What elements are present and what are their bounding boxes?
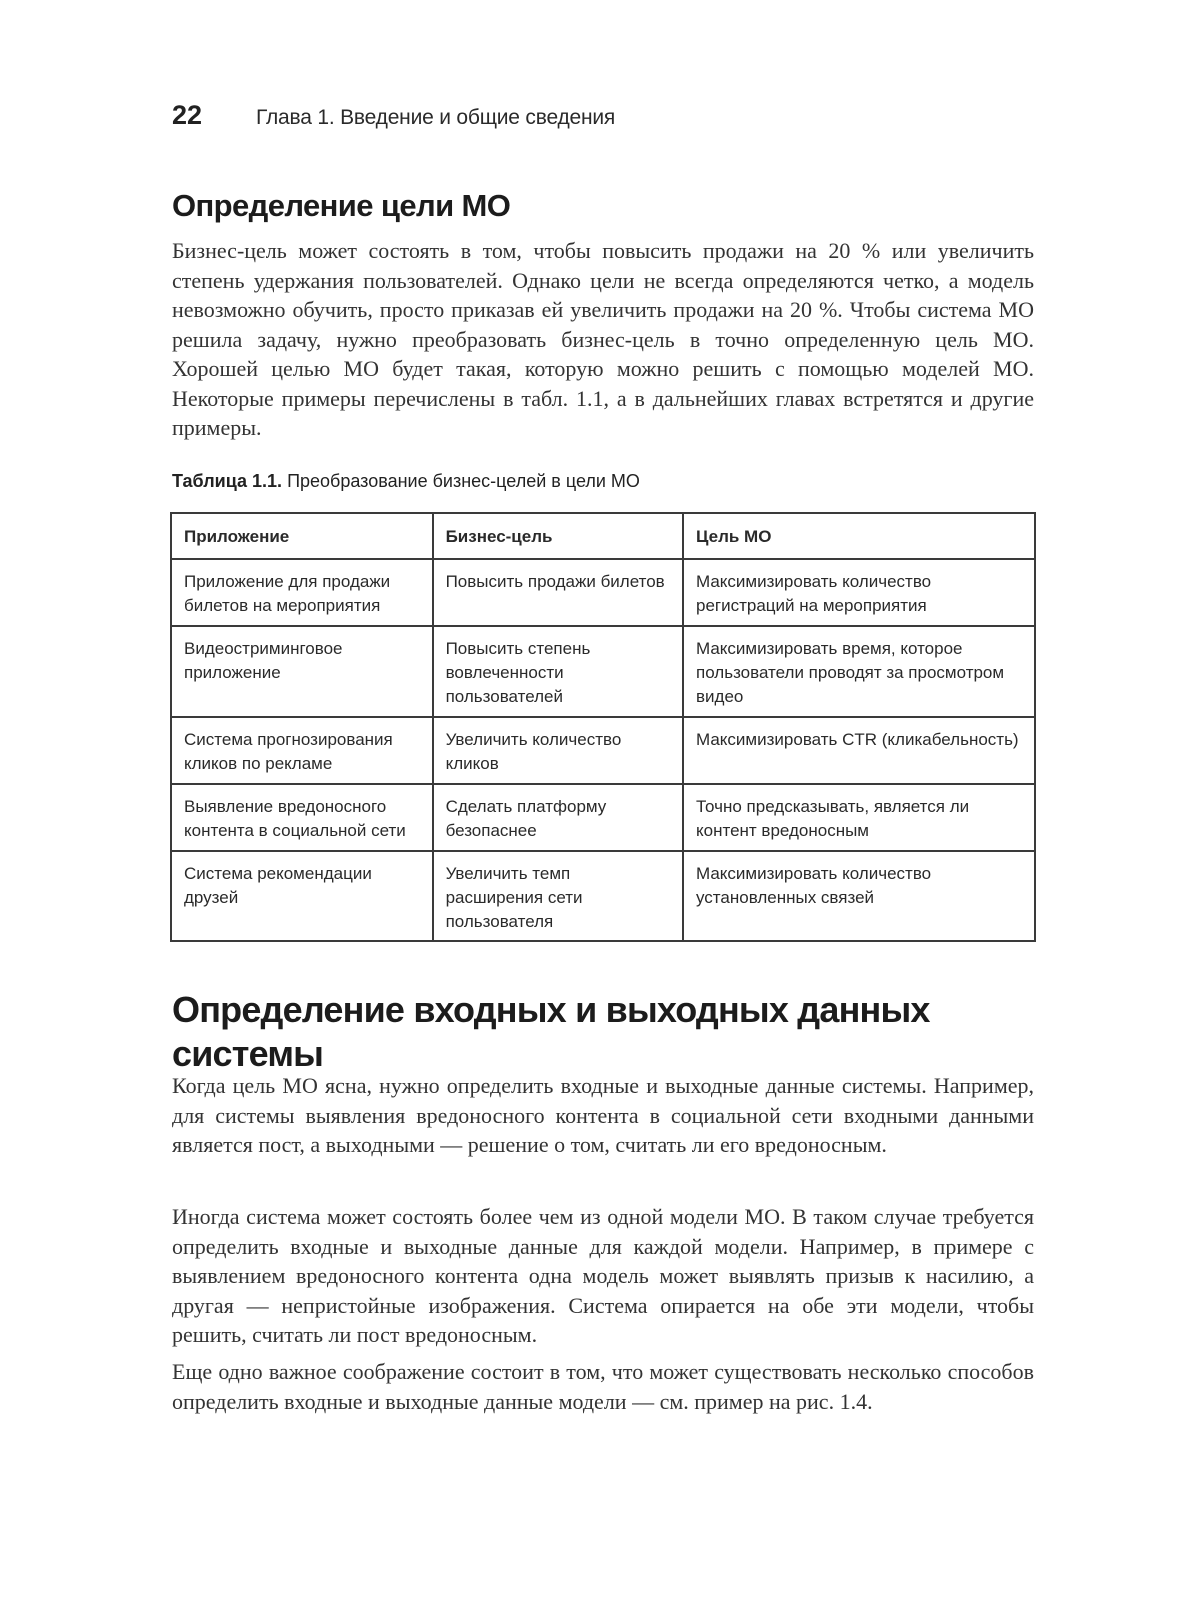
section-heading-inputs-outputs: Определение входных и выходных данных системы [172,989,930,1074]
table-cell: Максимизировать количество установленных связей [683,851,1035,941]
table-row [171,717,1035,784]
column-header-ml-goal: Цель МО [683,513,1035,559]
column-header-application: Приложение [171,513,433,559]
table-cell: Сделать платформу безопаснее [433,784,683,851]
table-cell: Видеостриминговое приложение [171,626,433,717]
table-caption-number: Таблица 1.1. [172,471,283,491]
book-page [172,0,1034,1600]
table-cell: Максимизировать количество регистраций на мероприятия [683,559,1035,626]
table-row [171,851,1035,941]
chapter-title: Глава 1. Введение и общие сведения [256,106,616,129]
paragraph-inputs-outputs-3: Еще одно важное соображение состоит в том, что может существовать несколько способов определить входные и выходные данные модели — см. пример на рис. 1.4. [172,1359,1034,1414]
goals-table [170,512,1036,942]
table-caption-text: Преобразование бизнес-целей в цели МО [287,471,640,491]
table-cell: Выявление вредоносного контента в социальной сети [171,784,433,851]
table-row [171,626,1035,717]
column-header-business-goal: Бизнес-цель [433,513,683,559]
table-cell: Увеличить темп расширения сети пользователя [433,851,683,941]
table-cell: Приложение для продажи билетов на мероприятия [171,559,433,626]
paragraph-inputs-outputs-1: Когда цель МО ясна, нужно определить входные и выходные данные системы. Например, для системы выявления вредоносного контента в социальной сети входными данными является пост, а выходными — решение о том, считать ли его вредоносным. [172,1073,1034,1157]
running-head [172,100,615,131]
paragraph-inputs-outputs-2: Иногда система может состоять более чем из одной модели МО. В таком случае требуется определить входные и выходные данные для каждой модели. Например, в примере с выявлением вредоносного контента одна модель может выявлять призыв к насилию, а другая — непристойные изображения. Система опирается на обе эти модели, чтобы решить, считать ли пост вредоносным. [172,1204,1034,1347]
paragraph-ml-goal: Бизнес-цель может состоять в том, чтобы повысить продажи на 20 % или увеличить степень удержания пользователей. Однако цели не всегда определяются четко, а модель невозможно обучить, просто приказав ей увеличить продажи на 20 %. Чтобы система МО решила задачу, нужно преобразовать бизнес-цель в точно определенную цель МО. Хорошей целью МО будет такая, которую можно решить с помощью моделей МО. Некоторые примеры перечислены в табл. 1.1, а в дальнейших главах встретятся и другие примеры. [172,238,1034,440]
table-caption [172,471,640,492]
table-cell: Повысить степень вовлеченности пользователей [433,626,683,717]
table-header-row [171,513,1035,559]
table-cell: Максимизировать CTR (кликабельность) [683,717,1035,784]
table-cell: Система прогнозирования кликов по рекламе [171,717,433,784]
table-cell: Повысить продажи билетов [433,559,683,626]
table-row [171,784,1035,851]
page-number: 22 [172,100,203,130]
table-cell: Система рекомендации друзей [171,851,433,941]
table-row [171,559,1035,626]
table-cell: Максимизировать время, которое пользователи проводят за просмотром видео [683,626,1035,717]
section-heading-ml-goal: Определение цели МО [172,188,511,223]
table-cell: Точно предсказывать, является ли контент вредоносным [683,784,1035,851]
table-cell: Увеличить количество кликов [433,717,683,784]
